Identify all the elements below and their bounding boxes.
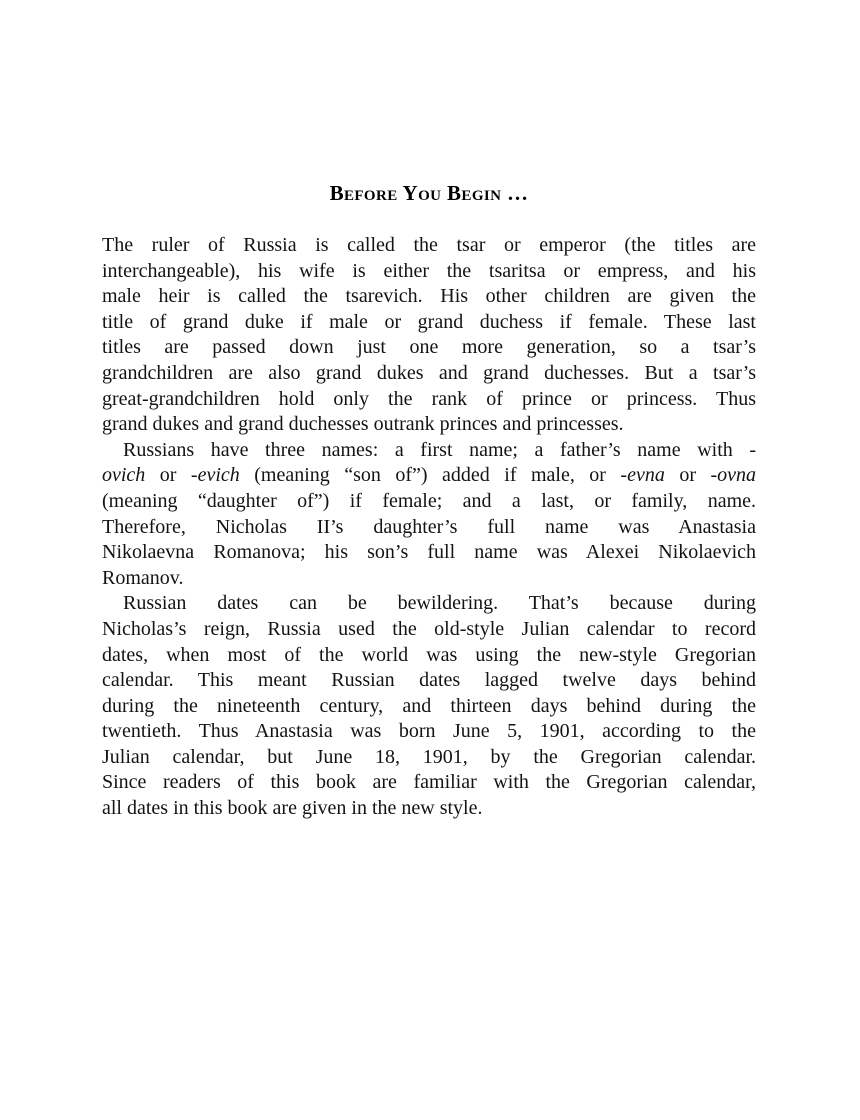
text-line bbox=[102, 770, 756, 796]
text-segment: grand dukes and grand duchesses outrank princes and princesses. bbox=[102, 413, 624, 436]
text-line bbox=[102, 284, 756, 310]
text-line bbox=[102, 489, 756, 515]
text-segment: title of grand duke if male or grand duchess if female. These last bbox=[102, 310, 756, 333]
italic-text-segment: -evich bbox=[190, 464, 240, 487]
text-line bbox=[102, 694, 756, 720]
page-content bbox=[102, 180, 756, 822]
text-segment: Romanov. bbox=[102, 566, 184, 589]
text-segment: during the nineteenth century, and thirteen days behind during the bbox=[102, 694, 756, 717]
text-segment: The ruler of Russia is called the tsar or emperor (the titles are bbox=[102, 234, 756, 256]
text-segment: Therefore, Nicholas II’s daughter’s full name was Anastasia bbox=[102, 515, 756, 538]
paragraph bbox=[102, 438, 756, 592]
text-segment: Julian calendar, but June 18, 1901, by the Gregorian calendar. bbox=[102, 745, 756, 768]
italic-text-segment: -ovna bbox=[710, 464, 756, 487]
text-segment: grandchildren are also grand dukes and grand duchesses. But a tsar’s bbox=[102, 361, 756, 384]
text-line bbox=[102, 335, 756, 361]
text-line bbox=[102, 412, 756, 438]
text-segment: twentieth. Thus Anastasia was born June 5, 1901, according to the bbox=[102, 720, 756, 743]
section-title: Before You Begin … bbox=[329, 181, 529, 205]
text-segment: or bbox=[664, 464, 711, 487]
text-line bbox=[102, 643, 756, 669]
text-line bbox=[102, 796, 756, 822]
text-segment: Since readers of this book are familiar with the Gregorian calendar, bbox=[102, 771, 756, 794]
italic-text-segment: ovich bbox=[102, 464, 146, 487]
text-segment: Russians have three names: a first name; a father’s name with - bbox=[123, 438, 756, 461]
text-line bbox=[102, 566, 756, 592]
text-line bbox=[102, 668, 756, 694]
text-line bbox=[102, 745, 756, 771]
text-segment: all dates in this book are given in the new style. bbox=[102, 797, 483, 820]
text-line bbox=[102, 515, 756, 541]
text-segment: Nicholas’s reign, Russia used the old-style Julian calendar to record bbox=[102, 617, 756, 640]
text-line bbox=[102, 591, 756, 617]
text-segment: (meaning “son of”) added if male, or bbox=[239, 464, 621, 487]
text-line bbox=[102, 463, 756, 489]
text-segment: interchangeable), his wife is either the tsaritsa or empress, and his bbox=[102, 259, 756, 282]
text-line bbox=[102, 719, 756, 745]
text-segment: titles are passed down just one more generation, so a tsar’s bbox=[102, 336, 756, 359]
text-line bbox=[102, 387, 756, 413]
text-segment: Nikolaevna Romanova; his son’s full name was Alexei Nikolaevich bbox=[102, 541, 756, 564]
text-segment: calendar. This meant Russian dates lagged twelve days behind bbox=[102, 669, 756, 692]
text-line bbox=[102, 233, 756, 259]
text-segment: dates, when most of the world was using the new-style Gregorian bbox=[102, 643, 756, 666]
text-line bbox=[102, 361, 756, 387]
text-segment: Russian dates can be bewildering. That’s because during bbox=[123, 592, 756, 615]
text-segment: great-grandchildren hold only the rank of prince or princess. Thus bbox=[102, 387, 756, 410]
paragraph bbox=[102, 591, 756, 821]
text-line bbox=[102, 310, 756, 336]
text-line bbox=[102, 540, 756, 566]
text-segment: (meaning “daughter of”) if female; and a last, or family, name. bbox=[102, 489, 756, 512]
text-line bbox=[102, 438, 756, 464]
text-line bbox=[102, 259, 756, 285]
text-line bbox=[102, 617, 756, 643]
body-text bbox=[102, 233, 756, 822]
paragraph bbox=[102, 233, 756, 438]
text-segment: male heir is called the tsarevich. His other children are given the bbox=[102, 285, 756, 308]
text-segment: or bbox=[145, 464, 191, 487]
italic-text-segment: -evna bbox=[620, 464, 665, 487]
